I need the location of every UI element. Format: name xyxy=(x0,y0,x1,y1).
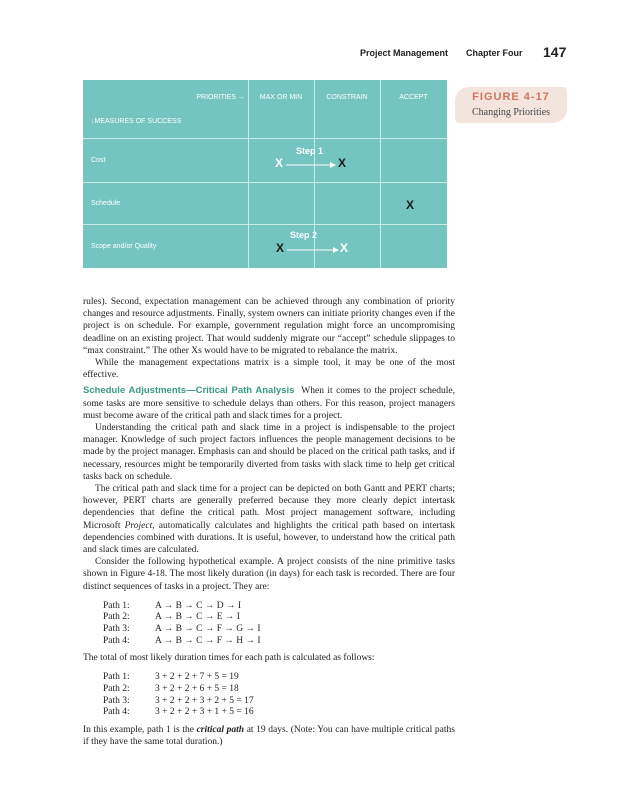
paragraph: While the management expectations matrix is a simple tool, it may be one of the most effective. xyxy=(83,358,455,381)
path-sequence: A → B → C → F → H → I xyxy=(155,635,261,646)
path-sequence: A → B → C → D → I xyxy=(155,600,242,611)
path-label: Path 4: xyxy=(103,635,130,646)
step-2-arrow xyxy=(287,245,339,255)
critical-path-term: critical path xyxy=(196,724,245,735)
path-list xyxy=(103,600,455,646)
path-label: Path 4: xyxy=(103,707,130,718)
path-total: 3 + 2 + 2 + 7 + 5 = 19 xyxy=(155,672,239,683)
paragraph: Consider the following hypothetical example. A project consists of the nine primitive tasks shown in Figure 4-18. The most likely duration (in days) for each task is recorded. There are four distinct sequences of tasks in a project. They are: xyxy=(83,557,455,592)
cost-x-mark: X xyxy=(338,156,347,170)
column-constrain: CONSTRAIN xyxy=(326,93,368,101)
step-1-label: Step 1 xyxy=(296,146,324,156)
list-item xyxy=(103,635,455,647)
path-total: 3 + 2 + 2 + 6 + 5 = 18 xyxy=(155,684,239,695)
list-item xyxy=(103,695,455,707)
paragraph-text: at 19 days. (Note: You can have multiple critical paths if they have the same total duration.) xyxy=(83,724,455,748)
path-label: Path 1: xyxy=(103,672,130,683)
scope-x-mark: X xyxy=(276,241,285,255)
path-sequence: A → B → C → F → G → I xyxy=(155,624,261,635)
software-name: Project, xyxy=(124,520,155,531)
schedule-x-mark: X xyxy=(406,198,415,212)
path-label: Path 3: xyxy=(103,695,130,706)
path-label: Path 2: xyxy=(103,612,130,623)
paragraph: Understanding the critical path and slack time in a project is indispensable to the project manager. Knowledge of such project factors influences the people management decisions to be made by the project manager. Emphasis can and should be placed on the critical path tasks, and if necessary, resources might be temporarily diverted from tasks with slack time to help get critical tasks back on schedule. xyxy=(83,423,455,482)
paragraph-text: The critical path and slack time for a project can be depicted on both Gantt and PERT charts; however, PERT charts are generally preferred because they more clearly depict intertask dependencies that define the critical path. Most project management software, including Microsoft xyxy=(83,484,455,531)
row-schedule: Schedule xyxy=(91,199,121,207)
column-max-or-min: MAX OR MIN xyxy=(259,93,303,101)
paragraph: The total of most likely duration times for each path is calculated as follows: xyxy=(83,653,375,664)
path-label: Path 1: xyxy=(103,600,130,611)
list-item xyxy=(103,600,455,612)
list-item xyxy=(103,706,455,718)
list-item xyxy=(103,683,455,695)
path-sequence: A → B → C → E → I xyxy=(155,612,240,623)
figure-callout xyxy=(455,87,567,123)
priorities-label: PRIORITIES → xyxy=(196,93,245,101)
measures-label: ↓MEASURES OF SUCCESS xyxy=(91,117,182,125)
grid-line xyxy=(248,80,249,268)
path-label: Path 2: xyxy=(103,684,130,695)
paragraph xyxy=(83,724,455,748)
figure-caption: Changing Priorities xyxy=(471,107,551,118)
row-cost: Cost xyxy=(91,156,106,164)
header-section-title: Project Management xyxy=(360,48,449,58)
path-total: 3 + 2 + 2 + 3 + 2 + 5 = 17 xyxy=(155,695,254,706)
step-1-arrow xyxy=(286,160,336,170)
list-item xyxy=(103,611,455,623)
step-2-label: Step 2 xyxy=(290,230,318,240)
list-item xyxy=(103,623,455,635)
figure-label: FIGURE 4-17 xyxy=(472,91,550,103)
subhead-critical-path: Schedule Adjustments—Critical Path Analysis xyxy=(83,385,295,397)
paragraph-text: When it comes to the project schedule, some tasks are more sensitive to schedule delays than others. For this reason, project managers must become aware of the critical path and slack times for a project. xyxy=(83,386,455,421)
body-text xyxy=(83,296,455,748)
scope-moved-x-mark: X xyxy=(340,241,349,255)
paragraph xyxy=(83,483,455,556)
list-item xyxy=(103,671,455,683)
path-totals-list xyxy=(103,671,455,717)
header-chapter: Chapter Four xyxy=(466,48,523,58)
page-number: 147 xyxy=(543,44,567,60)
grid-line xyxy=(380,80,381,268)
paragraph-text: In this example, path 1 is the xyxy=(83,724,197,735)
paragraph-text: automatically calculates and highlights the critical path based on intertask dependencies combined with durations. It is useful, however, to understand how the critical path and slack times are calculated. xyxy=(83,520,456,556)
expectations-matrix xyxy=(83,80,447,268)
cost-original-x-mark: X xyxy=(275,156,284,170)
running-header xyxy=(0,46,619,62)
paragraph: rules). Second, expectation management can be achieved through any combination of priority changes and resource adjustments. Finally, system owners can initiate priority changes even if the project is on schedule. For example, government regulation might force an uncompromising deadline on an existing project. That would suddenly migrate our “accept” schedule slippages to “max constraint.” The other Xs would have to be migrated to rebalance the matrix. xyxy=(83,297,455,356)
path-total: 3 + 2 + 2 + 3 + 1 + 5 = 16 xyxy=(155,707,254,718)
column-accept: ACCEPT xyxy=(399,93,428,101)
path-label: Path 3: xyxy=(103,624,130,635)
row-scope-quality: Scope and/or Quality xyxy=(91,242,157,250)
paragraph-with-subhead xyxy=(83,385,455,422)
